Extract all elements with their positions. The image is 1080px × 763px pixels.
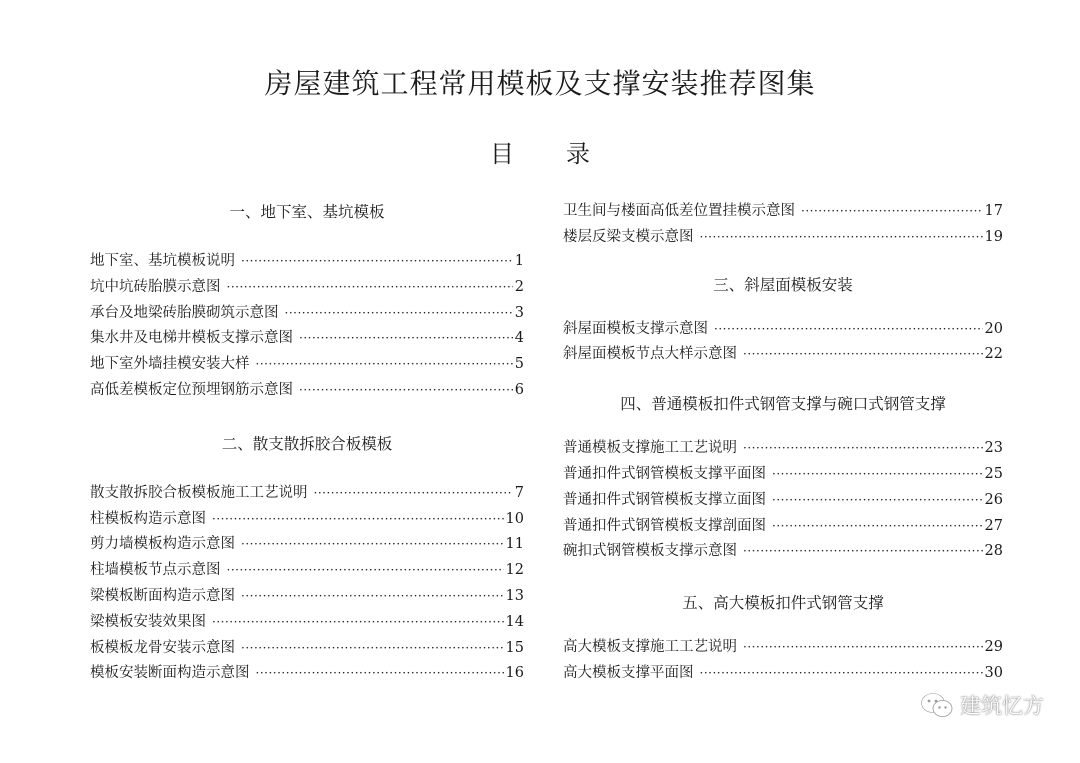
toc-entry[interactable] xyxy=(563,225,1003,251)
entry-label: 普通模板支撑施工工艺说明 xyxy=(563,440,737,457)
toc-entry-list xyxy=(90,481,524,687)
entry-page-number: 25 xyxy=(984,465,1003,482)
section-heading: 四、普通模板扣件式钢管支撑与碗口式钢管支撑 xyxy=(620,395,946,414)
toc-section xyxy=(563,390,1003,565)
entry-page-number: 12 xyxy=(505,562,524,579)
entry-label: 碗扣式钢管模板支撑示意图 xyxy=(563,543,737,560)
entry-label: 剪力墙模板构造示意图 xyxy=(90,536,235,553)
dot-leader xyxy=(801,199,983,225)
toc-section xyxy=(563,271,1003,369)
toc-entry[interactable] xyxy=(90,301,524,327)
dot-leader xyxy=(256,352,513,378)
entry-label: 承台及地梁砖胎膜砌筑示意图 xyxy=(90,304,279,321)
toc-entry[interactable] xyxy=(90,352,524,378)
entry-page-number: 20 xyxy=(984,320,1003,337)
entry-page-number: 22 xyxy=(984,346,1003,363)
toc-section xyxy=(563,589,1003,687)
entry-label: 高大模板支撑施工工艺说明 xyxy=(563,639,737,656)
toc-heading xyxy=(0,134,1080,169)
dot-leader xyxy=(241,584,504,610)
toc-entry[interactable] xyxy=(563,661,1003,687)
entry-page-number: 26 xyxy=(984,491,1003,508)
entry-page-number: 29 xyxy=(984,639,1003,656)
toc-entry[interactable] xyxy=(90,326,524,352)
dot-leader xyxy=(212,610,504,636)
toc-entry[interactable] xyxy=(563,462,1003,488)
entry-label: 斜屋面模板节点大样示意图 xyxy=(563,346,737,363)
entry-page-number: 11 xyxy=(505,536,524,553)
toc-entry-list xyxy=(563,635,1003,687)
toc-entry-list xyxy=(563,199,1003,251)
toc-entry[interactable] xyxy=(90,275,524,301)
toc-entry[interactable] xyxy=(563,199,1003,225)
toc-entry-list xyxy=(90,249,524,404)
entry-page-number: 13 xyxy=(505,587,524,604)
entry-page-number: 15 xyxy=(505,639,524,656)
dot-leader xyxy=(299,378,513,404)
dot-leader xyxy=(256,661,504,687)
dot-leader xyxy=(743,635,983,661)
entry-page-number: 6 xyxy=(514,381,524,398)
entry-label: 地下室、基坑模板说明 xyxy=(90,253,235,269)
toc-section xyxy=(90,198,524,404)
toc-entry[interactable] xyxy=(563,514,1003,540)
entry-label: 坑中坑砖胎膜示意图 xyxy=(90,278,221,295)
section-heading: 二、散支散拆胶合板模板 xyxy=(221,434,393,453)
entry-page-number: 23 xyxy=(984,440,1003,457)
dot-leader xyxy=(772,462,983,488)
entry-label: 普通扣件式钢管模板支撑平面图 xyxy=(563,465,766,482)
toc-entry[interactable] xyxy=(90,532,524,558)
toc-entry-list xyxy=(563,317,1003,369)
entry-label: 高大模板支撑平面图 xyxy=(563,664,694,681)
toc-entry[interactable] xyxy=(90,249,524,275)
dot-leader xyxy=(772,488,983,514)
dot-leader xyxy=(299,326,513,352)
entry-label: 板模板龙骨安装示意图 xyxy=(90,639,235,656)
dot-leader xyxy=(743,539,983,565)
dot-leader xyxy=(227,275,513,301)
dot-leader xyxy=(743,342,983,368)
toc-entry[interactable] xyxy=(90,558,524,584)
toc-entry[interactable] xyxy=(90,661,524,687)
dot-leader xyxy=(314,481,513,507)
toc-entry[interactable] xyxy=(563,539,1003,565)
dot-leader xyxy=(700,225,983,251)
entry-page-number: 1 xyxy=(514,253,524,269)
toc-entry[interactable] xyxy=(90,507,524,533)
entry-page-number: 19 xyxy=(984,228,1003,245)
watermark-text: 建筑忆方 xyxy=(960,694,1044,718)
entry-page-number: 14 xyxy=(505,613,524,630)
entry-page-number: 4 xyxy=(514,330,524,347)
section-heading: 三、斜屋面模板安装 xyxy=(713,275,853,294)
toc-heading-part1: 目 xyxy=(490,140,514,168)
toc-entry[interactable] xyxy=(563,488,1003,514)
toc-heading-part2: 录 xyxy=(566,140,590,168)
dot-leader xyxy=(212,507,504,533)
dot-leader xyxy=(241,532,504,558)
entry-label: 梁模板安装效果图 xyxy=(90,613,206,630)
toc-entry[interactable] xyxy=(563,342,1003,368)
entry-page-number: 30 xyxy=(984,664,1003,681)
toc-entry[interactable] xyxy=(90,636,524,662)
entry-page-number: 3 xyxy=(514,304,524,321)
toc-entry[interactable] xyxy=(90,610,524,636)
entry-label: 卫生间与楼面高低差位置挂模示意图 xyxy=(563,203,795,219)
entry-label: 柱墙模板节点示意图 xyxy=(90,562,221,579)
toc-entry[interactable] xyxy=(563,635,1003,661)
toc-left-column xyxy=(90,198,524,687)
entry-page-number: 10 xyxy=(505,510,524,527)
section-heading: 一、地下室、基坑模板 xyxy=(229,203,385,221)
entry-label: 地下室外墙挂模安装大样 xyxy=(90,356,250,373)
entry-label: 楼层反梁支模示意图 xyxy=(563,228,694,245)
entry-label: 集水井及电梯井模板支撑示意图 xyxy=(90,330,293,347)
entry-page-number: 7 xyxy=(514,484,524,501)
dot-leader xyxy=(772,514,983,540)
section-heading: 五、高大模板扣件式钢管支撑 xyxy=(682,594,884,613)
entry-label: 高低差模板定位预埋钢筋示意图 xyxy=(90,381,293,398)
entry-label: 散支散拆胶合板模板施工工艺说明 xyxy=(90,484,308,501)
toc-entry[interactable] xyxy=(90,378,524,404)
dot-leader xyxy=(285,301,513,327)
watermark xyxy=(920,690,1044,720)
entry-page-number: 5 xyxy=(514,356,524,373)
entry-label: 斜屋面模板支撑示意图 xyxy=(563,320,708,337)
entry-label: 柱模板构造示意图 xyxy=(90,510,206,527)
dot-leader xyxy=(241,636,504,662)
toc-entry[interactable] xyxy=(563,436,1003,462)
toc-section xyxy=(90,430,524,687)
toc-entry[interactable] xyxy=(90,584,524,610)
entry-page-number: 16 xyxy=(505,665,524,682)
toc-entry[interactable] xyxy=(563,317,1003,343)
toc-right-column xyxy=(563,198,1003,687)
entry-label: 梁模板断面构造示意图 xyxy=(90,587,235,604)
toc-entry[interactable] xyxy=(90,481,524,507)
entry-page-number: 27 xyxy=(984,517,1003,534)
dot-leader xyxy=(241,249,513,275)
entry-label: 普通扣件式钢管模板支撑立面图 xyxy=(563,491,766,508)
dot-leader xyxy=(743,436,983,462)
wechat-icon xyxy=(920,691,954,719)
document-title: 房屋建筑工程常用模板及支撑安装推荐图集 xyxy=(264,67,816,100)
dot-leader xyxy=(700,661,983,687)
entry-page-number: 28 xyxy=(984,543,1003,560)
toc-entry-list xyxy=(563,436,1003,565)
entry-label: 模板安装断面构造示意图 xyxy=(90,665,250,682)
dot-leader xyxy=(714,317,983,343)
entry-page-number: 2 xyxy=(514,278,524,295)
dot-leader xyxy=(227,558,504,584)
entry-label: 普通扣件式钢管模板支撑剖面图 xyxy=(563,517,766,534)
entry-page-number: 17 xyxy=(984,203,1003,219)
